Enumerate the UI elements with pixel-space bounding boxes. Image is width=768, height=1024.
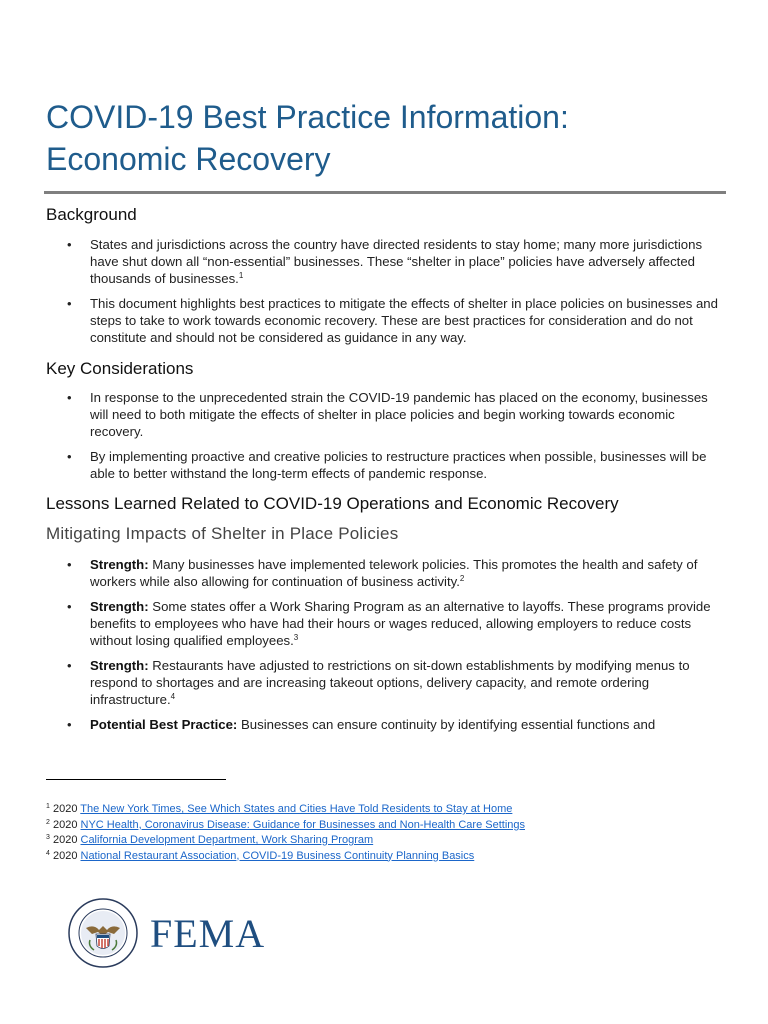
fema-logo [68, 898, 278, 970]
footnote-ref[interactable]: 4 [170, 692, 176, 701]
footnote-link[interactable]: The New York Times, See Which States and Cities Have Told Residents to Stay at Home [80, 803, 513, 815]
list-item-text: By implementing proactive and creative policies to restructure practices when possible, businesses will be able to better withstand the long-term effects of pandemic response. [90, 449, 707, 481]
list-item-text: Businesses can ensure continuity by identifying essential functions and [237, 717, 656, 732]
list-item [46, 598, 726, 649]
key-considerations-heading: Key Considerations [46, 359, 194, 378]
footnote-ref[interactable]: 2 [459, 574, 465, 583]
footnote-link[interactable]: NYC Health, Coronavirus Disease: Guidance for Businesses and Non-Health Care Settings [80, 818, 525, 831]
list-item-text: Some states offer a Work Sharing Program as an alternative to layoffs. These programs provide benefits to employees who have had their hours or wages reduced, allowing employers to reduce costs without losing qualified employees. [90, 599, 711, 648]
footnote-link[interactable]: California Development Department, Work Sharing Program [80, 834, 374, 846]
list-item-text: In response to the unprecedented strain the COVID-19 pandemic has placed on the economy, businesses will need to both mitigate the effects of shelter in place policies and begin working towards economic recovery. [90, 390, 708, 439]
footnote [46, 802, 726, 818]
background-heading: Background [46, 205, 137, 224]
list-item-text: This document highlights best practices to mitigate the effects of shelter in place policies on businesses and steps to take to work towards economic recovery. These are best practices for consideration and do not constitute and should not be considered as guidance in any way. [90, 296, 718, 345]
dhs-seal-icon [68, 898, 138, 968]
footnote-number: 2 [46, 818, 50, 826]
footnote [46, 849, 726, 865]
footnote-link[interactable]: National Restaurant Association, COVID-19 Business Continuity Planning Basics [80, 849, 475, 862]
list-item [46, 389, 726, 440]
title-divider [44, 191, 726, 194]
footnote-number: 1 [46, 803, 50, 810]
footnote-divider [46, 779, 226, 780]
footnote-year: 2020 [49, 834, 81, 846]
footnotes [46, 802, 726, 864]
list-item [46, 236, 726, 287]
footnote-ref[interactable]: 3 [293, 633, 299, 642]
list-item [46, 657, 726, 708]
item-lead: Strength: [90, 658, 149, 673]
list-item [46, 716, 726, 733]
list-item-text: Many businesses have implemented telework policies. This promotes the health and safety of workers while also allowing for continuation of business activity. [90, 557, 698, 589]
item-lead: Strength: [90, 557, 149, 572]
list-item [46, 556, 726, 590]
list-item [46, 295, 726, 346]
footnote-year: 2020 [49, 849, 81, 862]
footnote [46, 833, 726, 849]
title-line-1: COVID-19 Best Practice Information: [46, 99, 569, 135]
footnote-year: 2020 [49, 803, 81, 815]
list-item [46, 448, 726, 482]
background-list [46, 236, 726, 354]
item-lead: Strength: [90, 599, 149, 614]
footnote [46, 818, 726, 834]
list-item-text: Restaurants have adjusted to restrictions on sit-down establishments by modifying menus to respond to shortages and are increasing takeout options, delivery capacity, and remote ordering infrastructure. [90, 658, 690, 707]
footnote-number: 4 [46, 849, 50, 857]
footnote-number: 3 [46, 834, 50, 841]
mitigating-subheading: Mitigating Impacts of Shelter in Place Policies [46, 524, 399, 543]
key-considerations-list [46, 389, 726, 490]
footnote-year: 2020 [49, 818, 81, 831]
fema-wordmark: FEMA [150, 911, 266, 956]
title-line-2: Economic Recovery [46, 141, 331, 177]
lessons-heading: Lessons Learned Related to COVID-19 Operations and Economic Recovery [46, 494, 619, 513]
item-lead: Potential Best Practice: [90, 717, 238, 732]
lessons-list [46, 556, 726, 741]
footnote-ref[interactable]: 1 [238, 271, 244, 280]
list-item-text: States and jurisdictions across the country have directed residents to stay home; many more jurisdictions have shut down all “non-essential” businesses. These “shelter in place” policies have adversely affected thousands of businesses. [90, 237, 703, 286]
page-title [46, 96, 726, 180]
